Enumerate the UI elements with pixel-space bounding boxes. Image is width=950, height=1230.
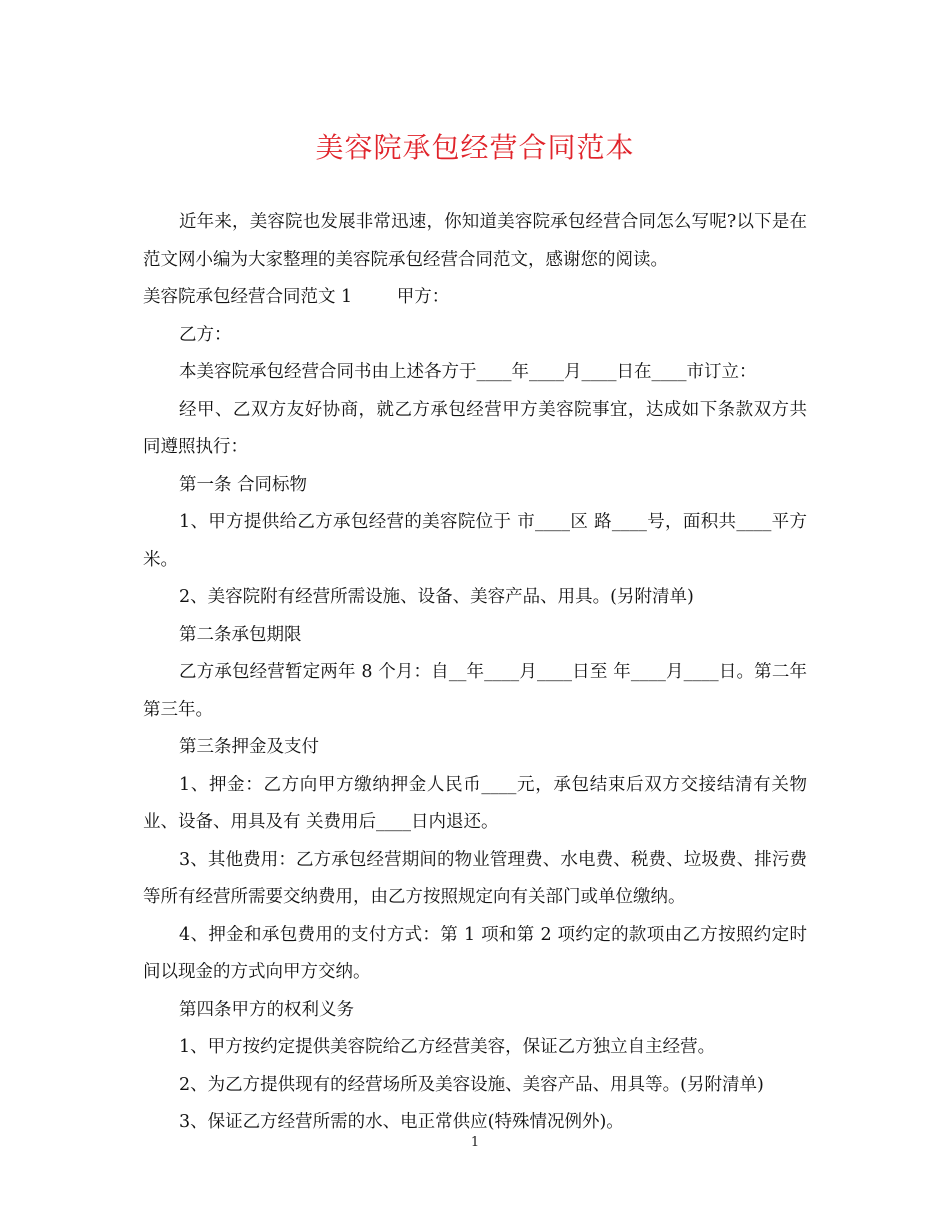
- paragraph-party-b: 乙方：: [179, 324, 232, 345]
- article-3-heading: 第三条押金及支付: [179, 737, 319, 757]
- paragraph-negotiation: 经甲、乙双方友好协商，就乙方承包经营甲方美容院事宜，达成如下条款双方共同遵照执行：: [143, 399, 807, 457]
- paragraph-signing-date: 本美容院承包经营合同书由上述各方于____年____月____日在____市订立：: [179, 362, 757, 382]
- article-1-item-1: 1、甲方提供给乙方承包经营的美容院位于 市____区 路____号，面积共____平方米。: [143, 512, 807, 570]
- article-2-heading: 第二条承包期限: [179, 624, 302, 645]
- article-3-item-1: 1、押金：乙方向甲方缴纳押金人民币____元，承包结束后双方交接结清有关物业、设备、用具及有 关费用后____日内退还。: [143, 774, 807, 832]
- article-4-heading: 第四条甲方的权利义务: [179, 999, 354, 1020]
- article-1-item-2: 2、美容院附有经营所需设施、设备、美容产品、用具。(另附清单): [179, 587, 694, 607]
- document-title: 美容院承包经营合同范本: [315, 131, 635, 164]
- page-number: 1: [470, 1135, 480, 1150]
- document-body: [143, 204, 807, 1142]
- article-3-item-3: 3、其他费用：乙方承包经营期间的物业管理费、水电费、税费、垃圾费、排污费等所有经营所需要交纳费用，由乙方按照规定向有关部门或单位缴纳。: [143, 849, 807, 907]
- article-1-heading: 第一条 合同标物: [179, 474, 308, 495]
- article-4-item-1: 1、甲方按约定提供美容院给乙方经营美容，保证乙方独立自主经营。: [179, 1037, 716, 1057]
- article-4-item-3: 3、保证乙方经营所需的水、电正常供应(特殊情况例外)。: [179, 1112, 624, 1132]
- paragraph-intro: 近年来，美容院也发展非常迅速，你知道美容院承包经营合同怎么写呢?以下是在范文网小编为大家整理的美容院承包经营合同范文，感谢您的阅读。: [143, 212, 807, 270]
- article-2-term: 乙方承包经营暂定两年 8 个月：自__年____月____日至 年____月____日。第二年第三年。: [143, 662, 807, 720]
- paragraph-contract-heading: 美容院承包经营合同范文 1 甲方：: [143, 287, 450, 307]
- article-3-item-4: 4、押金和承包费用的支付方式：第 1 项和第 2 项约定的款项由乙方按照约定时间以现金的方式向甲方交纳。: [143, 924, 807, 982]
- article-4-item-2: 2、为乙方提供现有的经营场所及美容设施、美容产品、用具等。(另附清单): [179, 1074, 764, 1095]
